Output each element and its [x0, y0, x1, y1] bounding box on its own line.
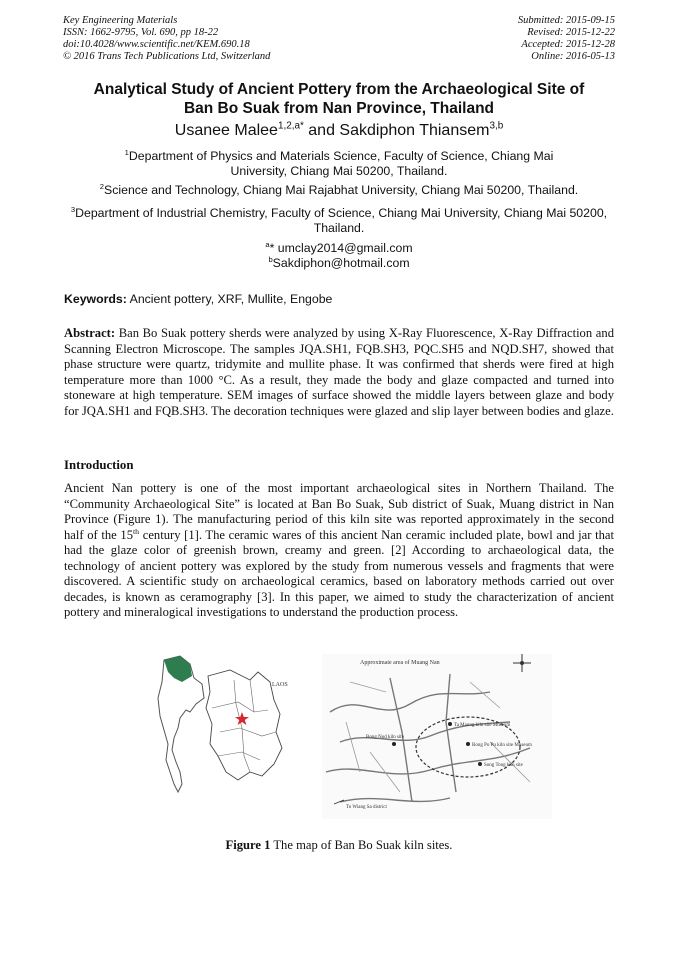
introduction-paragraph: [64, 481, 614, 621]
figure-1-caption: [40, 838, 638, 853]
affiliation-3-line-1: Department of Industrial Chemistry, Faculty of Science, Chiang Mai University, Chiang Mai 50200,: [75, 206, 608, 220]
keywords-text: Ancient pottery, XRF, Mullite, Engobe: [126, 292, 333, 306]
submitted-date: Submitted: 2015-09-15: [517, 15, 615, 26]
author-conjunction: and: [303, 122, 340, 139]
journal-header-left: [63, 15, 270, 63]
online-date: Online: 2016-05-13: [531, 51, 615, 62]
accepted-date: Accepted: 2015-12-28: [521, 39, 615, 50]
figure-1-label: Figure 1: [225, 838, 271, 852]
affiliation-2: [48, 183, 630, 198]
kiln-label-2: Bong Po Pu kiln site Museum: [472, 743, 532, 748]
email-b[interactable]: Sakdiphon@hotmail.com: [272, 256, 410, 270]
keywords: [64, 292, 332, 306]
kiln-label-3: Bong Nod kiln site: [366, 735, 404, 740]
ban-bo-suak-detail-map: [322, 654, 552, 819]
abstract-label: Abstract:: [64, 326, 116, 340]
affiliation-1-line-2: University, Chiang Mai 50200, Thailand.: [230, 164, 448, 178]
kiln-label-1: Ta Maung kiln site Museum: [454, 723, 511, 728]
map-title: Approximate area of Muang Nan: [360, 660, 440, 666]
revised-date: Revised: 2015-12-22: [527, 27, 615, 38]
journal-copyright: © 2016 Trans Tech Publications Ltd, Switzerland: [63, 51, 271, 62]
affiliation-3-marker: 3: [70, 204, 76, 214]
intro-superscript: th: [133, 526, 140, 536]
figure-1-caption-text: The map of Ban Bo Suak kiln sites.: [270, 838, 453, 852]
email-a-marker: a: [265, 239, 270, 249]
email-b-marker: b: [268, 254, 273, 264]
journal-header-right: [518, 15, 615, 63]
laos-label: LAOS: [272, 682, 288, 688]
paper-title: [40, 80, 638, 118]
affiliation-1-line-1: Department of Physics and Materials Science, Faculty of Science, Chiang Mai: [128, 149, 554, 163]
title-line-2: Ban Bo Suak from Nan Province, Thailand: [183, 100, 495, 117]
author-list: [40, 122, 638, 140]
title-line-1: Analytical Study of Ancient Pottery from the Archaeological Site of: [93, 81, 585, 98]
affiliation-3: [56, 206, 622, 236]
nan-province-map: [206, 670, 288, 780]
road-label: To Wiang Sa district: [346, 805, 387, 810]
kiln-label-4: Song Tong kiln site: [484, 763, 523, 768]
author-name-1: Usanee Malee: [174, 122, 278, 139]
kiln-site-star-icon: [235, 712, 249, 725]
figure-1: [150, 652, 555, 822]
journal-issn: ISSN: 1662-9795, Vol. 690, pp 18-22: [63, 27, 219, 38]
journal-name: Key Engineering Materials: [63, 15, 178, 26]
author-name-2: Sakdiphon Thiansem: [339, 122, 490, 139]
affiliation-1: [64, 149, 614, 179]
intro-text-part-1: Ancient Nan pottery is one of the most important archaeological sites in Northern Thailand. The “Community Archaeological Site” is located at Ban Bo Suak, Sub district of Suak, Muang district in Nan Province (Figure 1). The manufacturing period of this kiln site was reported approximately in the second half of the 15: [64, 481, 614, 542]
thailand-outline-map: [158, 656, 204, 792]
affiliation-2-marker: 2: [99, 181, 105, 191]
email-a[interactable]: * umclay2014@gmail.com: [269, 241, 413, 255]
nan-province-highlight: [164, 656, 192, 682]
keywords-label: Keywords:: [64, 292, 127, 306]
author-2-affiliation-marker: 3,b: [489, 120, 504, 132]
affiliation-2-line-1: Science and Technology, Chiang Mai Rajabhat University, Chiang Mai 50200, Thailand.: [104, 183, 579, 197]
abstract-text: Ban Bo Suak pottery sherds were analyzed by using X-Ray Fluorescence, X-Ray Diffraction and Scanning Electron Microscope. The samples JQA.SH1, FQB.SH3, PQC.SH5 and NQD.SH7, showed that phase structure were quartz, tridymite and mullite phase. It was confirmed that sherds were fired at high temperature more than 1000 °C. As a result, they made the body and glaze compacted and turned into stoneware at high temperature. SEM images of surface showed the middle layers between glaze and body for JQA.SH1 and FQB.SH3. The decoration techniques were glazed and slip layer between bodies and glaze.: [64, 326, 614, 418]
author-1-affiliation-marker: 1,2,a*: [277, 120, 304, 132]
abstract: [64, 326, 614, 419]
journal-doi[interactable]: doi:10.4028/www.scientific.net/KEM.690.18: [63, 39, 250, 50]
affiliation-1-marker: 1: [124, 147, 129, 157]
affiliation-3-line-2: Thailand.: [313, 221, 365, 235]
intro-text-part-2: century [1]. The ceramic wares of this ancient Nan ceramic included plate, bowl and jar that had the glaze color of greenish brown, creamy and green. [2] According to archaeological data, the technology of ancient pottery was explored by the study from numerous vessels and fragments that were discovered. A scientific study on archaeological ceramics, based on laboratory methods carried out over decades, is known as ceramography [3]. In this paper, we aimed to study the characterization of ancient pottery and mineralogical investigations to understand the production process.: [64, 527, 614, 619]
author-emails: [64, 241, 614, 271]
section-heading-introduction: Introduction: [64, 458, 134, 472]
figure-1-maps: [150, 652, 555, 822]
